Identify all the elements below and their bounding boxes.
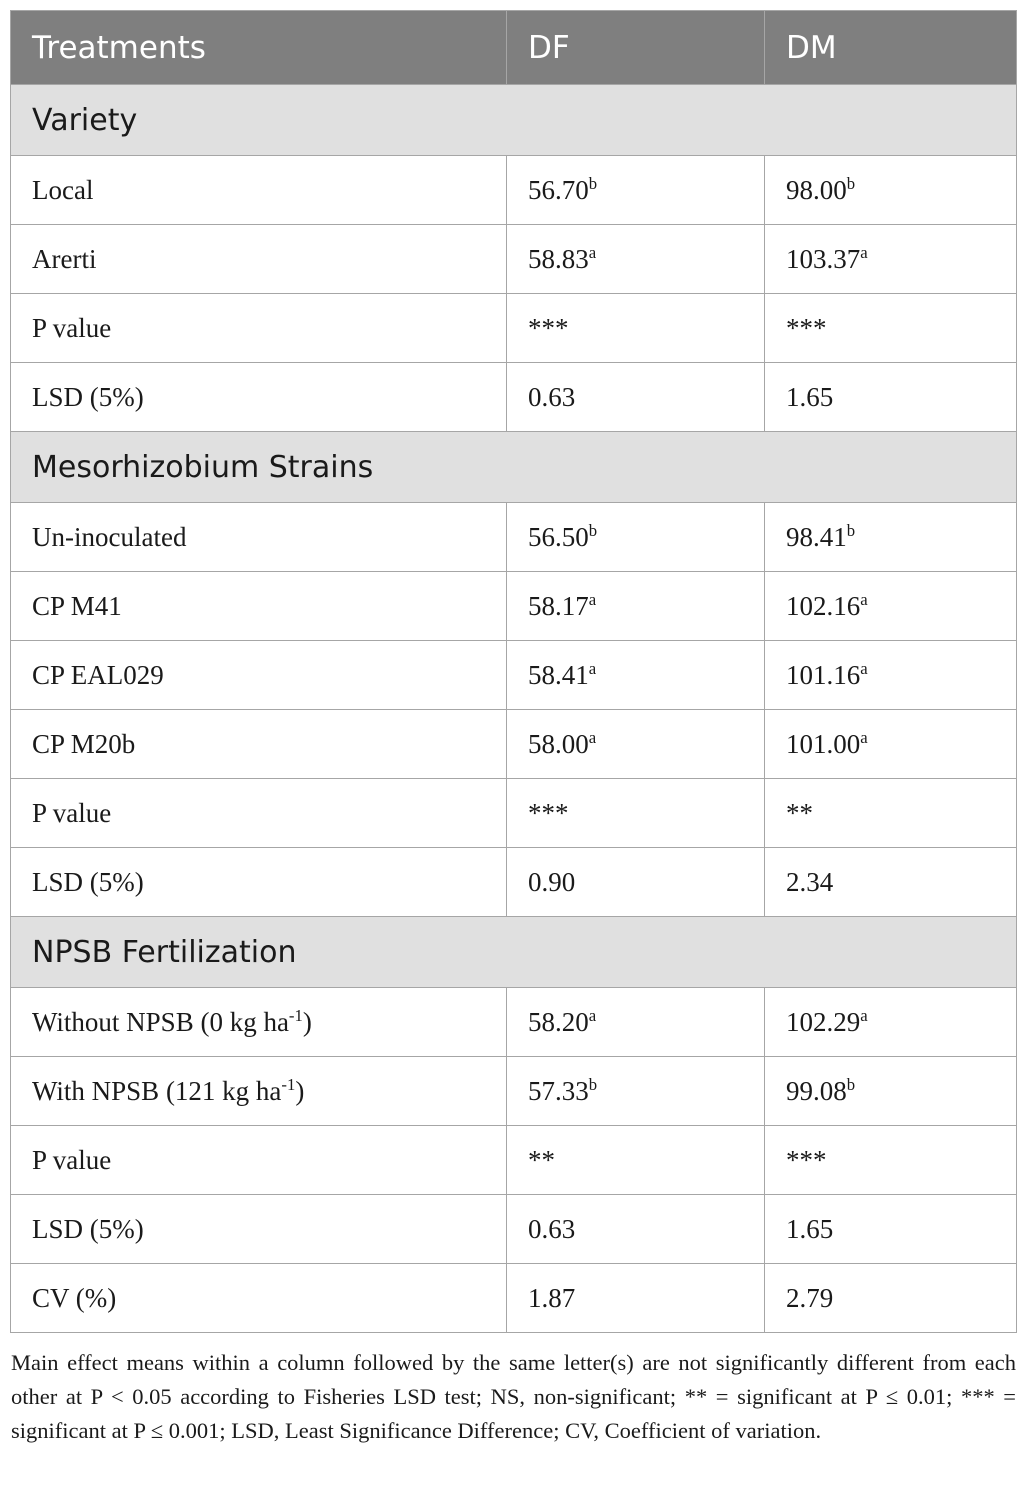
df-value: 57.33 [528, 1075, 589, 1106]
treatment-label-suffix: ) [295, 1075, 305, 1106]
table-row [11, 641, 1017, 710]
treatment-cell [11, 225, 507, 294]
treatment-cell [11, 156, 507, 225]
dm-value: *** [786, 312, 827, 343]
treatment-label: With NPSB (121 kg ha [32, 1075, 282, 1106]
dm-cell [765, 1126, 1017, 1195]
dm-cell [765, 1264, 1017, 1333]
dm-cell [765, 1195, 1017, 1264]
table-footnote: Main effect means within a column followed by the same letter(s) are not significantly different from each other at P < 0.05 according to Fisheries LSD test; NS, non-significant; ** = significant at P ≤ 0.01; *** = significant at P ≤ 0.001; LSD, Least Significance Difference; CV, Coefficient of variation. [11, 1350, 1016, 1443]
df-value: *** [528, 312, 569, 343]
dm-letter: b [846, 173, 856, 193]
df-value: 0.63 [528, 1213, 576, 1244]
table-row [11, 363, 1017, 432]
df-cell [507, 156, 765, 225]
df-cell [507, 363, 765, 432]
df-value: 0.63 [528, 381, 576, 412]
treatment-cell [11, 710, 507, 779]
section-row [11, 432, 1017, 503]
treatment-label: CP M41 [32, 590, 122, 621]
table-row [11, 503, 1017, 572]
dm-cell [765, 363, 1017, 432]
table-row [11, 156, 1017, 225]
dm-value: 101.00 [786, 728, 861, 759]
treatment-label-suffix: ) [302, 1006, 312, 1037]
df-cell [507, 1057, 765, 1126]
table-row [11, 779, 1017, 848]
dm-value: 2.79 [786, 1282, 834, 1313]
treatment-label: P value [32, 1144, 112, 1175]
treatment-label: Local [32, 174, 94, 205]
table-body [11, 85, 1017, 1333]
df-cell [507, 225, 765, 294]
df-letter: a [588, 658, 597, 678]
dm-letter: a [860, 727, 868, 747]
dm-letter: a [860, 658, 868, 678]
header-df: DF [507, 11, 765, 85]
dm-cell [765, 225, 1017, 294]
dm-letter: b [846, 520, 856, 540]
dm-cell [765, 294, 1017, 363]
table-header [11, 11, 1017, 85]
df-cell [507, 710, 765, 779]
section-row [11, 85, 1017, 156]
df-cell [507, 572, 765, 641]
dm-cell [765, 572, 1017, 641]
unit-exponent: -1 [281, 1074, 296, 1094]
df-cell [507, 641, 765, 710]
header-dm: DM [765, 11, 1017, 85]
table-row [11, 225, 1017, 294]
df-letter: a [588, 1005, 597, 1025]
dm-cell [765, 1057, 1017, 1126]
dm-value: 98.41 [786, 521, 847, 552]
dm-cell [765, 988, 1017, 1057]
df-cell [507, 988, 765, 1057]
dm-value: 103.37 [786, 243, 861, 274]
df-cell [507, 1195, 765, 1264]
treatment-label: CV (%) [32, 1282, 117, 1313]
table-row [11, 848, 1017, 917]
treatment-cell [11, 1264, 507, 1333]
table-row [11, 710, 1017, 779]
df-value: 58.17 [528, 590, 589, 621]
df-letter: a [588, 589, 597, 609]
dm-letter: b [846, 1074, 856, 1094]
df-letter: b [588, 173, 598, 193]
table-row [11, 988, 1017, 1057]
treatment-cell [11, 503, 507, 572]
df-cell [507, 779, 765, 848]
dm-value: 99.08 [786, 1075, 847, 1106]
df-value: 58.41 [528, 659, 589, 690]
dm-value: 102.16 [786, 590, 861, 621]
treatment-label: LSD (5%) [32, 1213, 144, 1244]
df-value: 56.50 [528, 521, 589, 552]
dm-cell [765, 710, 1017, 779]
dm-value: 98.00 [786, 174, 847, 205]
df-letter: b [588, 1074, 598, 1094]
treatment-label: Un-inoculated [32, 521, 187, 552]
dm-cell [765, 503, 1017, 572]
dm-cell [765, 641, 1017, 710]
treatment-label: CP EAL029 [32, 659, 164, 690]
table-row [11, 1126, 1017, 1195]
treatment-label: P value [32, 797, 112, 828]
section-title: Variety [11, 85, 1017, 156]
df-letter: a [588, 727, 597, 747]
treatment-cell [11, 572, 507, 641]
treatment-label: LSD (5%) [32, 866, 144, 897]
dm-letter: a [860, 589, 868, 609]
dm-letter: a [860, 1005, 868, 1025]
treatment-cell [11, 363, 507, 432]
treatment-label: CP M20b [32, 728, 136, 759]
treatment-cell [11, 1195, 507, 1264]
dm-value: 102.29 [786, 1006, 861, 1037]
treatment-cell [11, 779, 507, 848]
table-row [11, 572, 1017, 641]
table-row [11, 294, 1017, 363]
treatment-label: LSD (5%) [32, 381, 144, 412]
table-row [11, 1057, 1017, 1126]
dm-cell [765, 779, 1017, 848]
df-value: 58.83 [528, 243, 589, 274]
treatment-label: P value [32, 312, 112, 343]
df-cell [507, 1264, 765, 1333]
df-value: 1.87 [528, 1282, 576, 1313]
df-value: 58.00 [528, 728, 589, 759]
df-letter: b [588, 520, 598, 540]
dm-value: 101.16 [786, 659, 861, 690]
df-cell [507, 848, 765, 917]
section-title: NPSB Fertilization [11, 917, 1017, 988]
df-value: 56.70 [528, 174, 589, 205]
treatment-cell [11, 988, 507, 1057]
df-value: *** [528, 797, 569, 828]
df-cell [507, 503, 765, 572]
df-value: 58.20 [528, 1006, 589, 1037]
treatment-cell [11, 1126, 507, 1195]
df-cell [507, 294, 765, 363]
dm-value: *** [786, 1144, 827, 1175]
header-row [11, 11, 1017, 85]
treatment-cell [11, 848, 507, 917]
df-value: 0.90 [528, 866, 576, 897]
treatment-cell [11, 641, 507, 710]
treatment-label: Arerti [32, 243, 97, 274]
dm-value: 1.65 [786, 1213, 834, 1244]
df-value: ** [528, 1144, 555, 1175]
header-treatments: Treatments [11, 11, 507, 85]
dm-value: 1.65 [786, 381, 834, 412]
dm-cell [765, 156, 1017, 225]
dm-letter: a [860, 242, 868, 262]
df-cell [507, 1126, 765, 1195]
treatment-cell [11, 1057, 507, 1126]
table-row [11, 1264, 1017, 1333]
table-row [11, 1195, 1017, 1264]
section-title: Mesorhizobium Strains [11, 432, 1017, 503]
treatment-cell [11, 294, 507, 363]
unit-exponent: -1 [288, 1005, 303, 1025]
dm-value: ** [786, 797, 813, 828]
df-letter: a [588, 242, 597, 262]
section-row [11, 917, 1017, 988]
treatment-label: Without NPSB (0 kg ha [32, 1006, 289, 1037]
dm-cell [765, 848, 1017, 917]
dm-value: 2.34 [786, 866, 834, 897]
treatments-table [10, 10, 1017, 1333]
